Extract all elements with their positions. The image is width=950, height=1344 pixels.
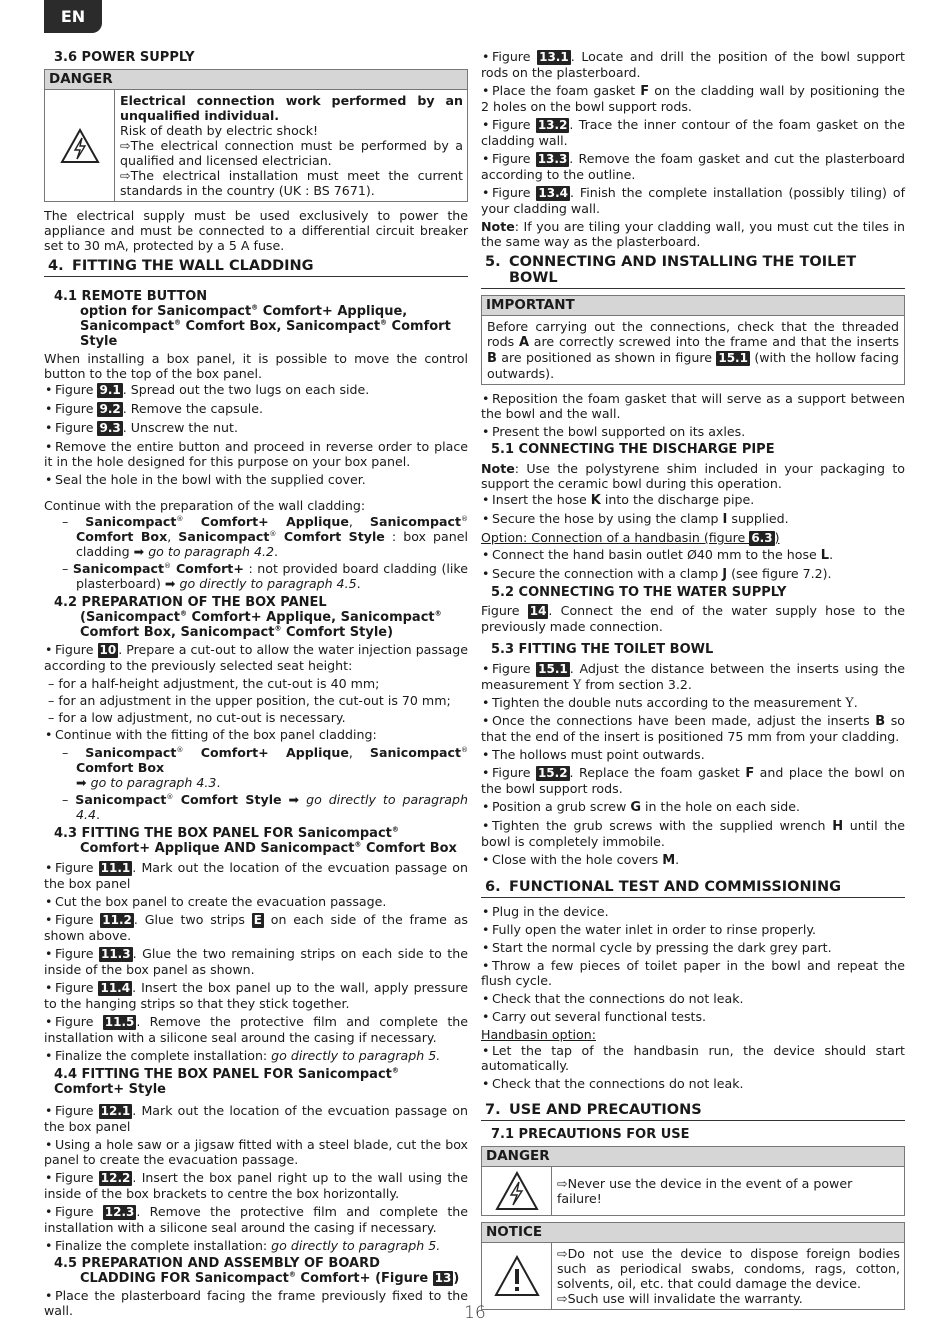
list-item: • Figure 9.3 . Unscrew the nut. xyxy=(45,420,238,435)
list-item: • Figure 15.1 . Adjust the distance between the inserts using the measurement Y from section 3.2. xyxy=(481,661,905,692)
section-4-heading: 4. FITTING THE WALL CLADDING xyxy=(44,255,468,277)
warning-exclamation-icon xyxy=(482,1243,552,1309)
section-4-4-title: 4.4 FITTING THE BOX PANEL FOR Sanicompact® Comfort+ Style xyxy=(54,1066,399,1097)
list-item: • Close with the hole covers M. xyxy=(482,852,680,868)
list-item: – Sanicompact® Comfort+ Applique, Sanicompact® Comfort Box ➡ go to paragraph 4.3. xyxy=(62,745,468,790)
list-item: – for an adjustment in the upper position, the cut-out is 70 mm; xyxy=(48,693,451,708)
list-item: • Place the foam gasket F on the cladding wall by positioning the 2 holes on the bowl support rods. xyxy=(481,83,906,114)
list-item: • Finalize the complete installation: go directly to paragraph 5. xyxy=(45,1238,441,1253)
notice-text-1: Do not use the device to dispose foreign bodies such as periodical swabs, condoms, rags, cotton, solvents, oil, etc. that could damage the device. xyxy=(557,1246,900,1291)
danger-line-1: The electrical connection must be performed by a qualified and licensed electrician. xyxy=(120,138,463,168)
list-item: • Figure 9.1 . Spread out the two lugs on each side. xyxy=(45,382,370,397)
handbasin-option-link: Option: Connection of a handbasin (figure 6.3 ) xyxy=(481,530,780,545)
list-item: • Figure 11.2 . Glue two strips E on each side of the frame as shown above. xyxy=(44,912,468,943)
list-item: • Tighten the double nuts according to the measurement Y. xyxy=(482,695,858,710)
hand-arrow-icon: ⇨ xyxy=(557,1246,568,1261)
notice-box xyxy=(481,1222,905,1310)
list-item: • Once the connections have been made, adjust the inserts B so that the end of the insert is positioned 75 mm from your cladding. xyxy=(481,713,905,744)
list-item: • Insert the hose K into the discharge pipe. xyxy=(482,492,755,508)
list-item: • Figure 12.1 . Mark out the location of the evcuation passage on the box panel xyxy=(44,1103,468,1134)
list-item: • Figure 13.3 . Remove the foam gasket and cut the plasterboard according to the outline. xyxy=(481,151,905,182)
list-item: • Figure 13.4 . Finish the complete installation (possibly tiling) of your cladding wall. xyxy=(481,185,905,216)
list-item: • Secure the connection with a clamp J (see figure 7.2). xyxy=(482,566,832,582)
hand-arrow-icon: ⇨ xyxy=(557,1291,568,1306)
list-item: • Figure 13.2 . Trace the inner contour of the foam gasket on the cladding wall. xyxy=(481,117,905,148)
list-item: • Remove the entire button and proceed in reverse order to place it in the hole designed for this purpose on your box panel. xyxy=(44,439,468,469)
list-item: • Figure 10 . Prepare a cut-out to allow the water injection passage according to the previously selected seat height: xyxy=(44,642,468,673)
danger-bold-text: Electrical connection work performed by an unqualified individual. xyxy=(120,93,463,123)
list-item: • Continue with the fitting of the box panel cladding: xyxy=(45,727,377,742)
danger-line-2: The electrical installation must meet the current standards in the country (UK : BS 7671). xyxy=(120,168,463,198)
electric-hazard-icon xyxy=(45,90,115,201)
danger-box-use xyxy=(481,1146,905,1216)
list-item: • Secure the hose by using the clamp I supplied. xyxy=(482,511,789,527)
list-item: • Cut the box panel to create the evacuation passage. xyxy=(45,894,387,909)
section-5-heading: 5. CONNECTING AND INSTALLING THE TOILET BOWL xyxy=(481,251,905,289)
section-5-3-title: 5.3 FITTING THE TOILET BOWL xyxy=(491,642,714,657)
notice-text-2: Such use will invalidate the warranty. xyxy=(567,1291,803,1306)
left-column xyxy=(44,48,468,1321)
section-4-1-title: 4.1 REMOTE BUTTON option for Sanicompact® Comfort+ Applique, Sanicompact® Comfort Box, Sanicompact® Comfort Style xyxy=(54,289,451,349)
list-item: • Fully open the water inlet in order to rinse properly. xyxy=(482,922,817,937)
list-item: – Sanicompact® Comfort+ Applique, Sanicompact® Comfort Box, Sanicompact® Comfort Style : box panel cladding ➡ go to paragraph 4.2. xyxy=(62,514,468,559)
section-4-2-title: 4.2 PREPARATION OF THE BOX PANEL (Sanicompact® Comfort+ Applique, Sanicompact® Comfort Box, Sanicompact® Comfort Style) xyxy=(54,595,442,640)
list-item: • The hollows must point outwards. xyxy=(482,747,705,762)
arrow-right-icon: ➡ xyxy=(288,792,300,807)
polystyrene-note: Note: Use the polystyrene shim included in your packaging to support the ceramic bowl during this operation. xyxy=(481,461,905,491)
list-item: • Figure 11.3 . Glue the two remaining strips on each side to the inside of the box panel as shown. xyxy=(44,946,468,977)
section-6-heading: 6. FUNCTIONAL TEST AND COMMISSIONING xyxy=(481,876,905,898)
list-item: – Sanicompact® Comfort Style ➡ go directly to paragraph 4.4. xyxy=(62,792,468,822)
list-item: • Check that the connections do not leak. xyxy=(482,1076,744,1091)
important-box-header: IMPORTANT xyxy=(482,296,904,316)
list-item: • Plug in the device. xyxy=(482,904,609,919)
list-item: • Figure 13.1 . Locate and drill the position of the bowl support rods on the plasterboard. xyxy=(481,49,905,80)
list-item: • Figure 9.2 . Remove the capsule. xyxy=(45,401,263,416)
section-7-1-title: 7.1 PRECAUTIONS FOR USE xyxy=(491,1127,690,1142)
list-item: • Start the normal cycle by pressing the dark grey part. xyxy=(482,940,832,955)
list-item: • Connect the hand basin outlet Ø40 mm to the hose L. xyxy=(482,547,834,563)
hand-arrow-icon: ⇨ xyxy=(557,1176,568,1191)
remote-button-paragraph: When installing a box panel, it is possible to move the control button to the top of the box panel. xyxy=(44,351,468,381)
list-item: • Figure 12.3 . Remove the protective film and complete the installation with a silicone seal around the casing if necessary. xyxy=(44,1204,468,1235)
list-item: • Check that the connections do not leak. xyxy=(482,991,744,1006)
arrow-right-icon: ➡ xyxy=(76,775,87,790)
list-item: • Tighten the grub screws with the supplied wrench H until the bowl is completely immobile. xyxy=(481,818,906,849)
section-5-1-title: 5.1 CONNECTING THE DISCHARGE PIPE xyxy=(491,442,775,457)
section-5-2-title: 5.2 CONNECTING TO THE WATER SUPPLY xyxy=(491,585,787,600)
section-4-5-title: 4.5 PREPARATION AND ASSEMBLY OF BOARD CLADDING FOR Sanicompact® Comfort+ (Figure 13 ) xyxy=(54,1256,460,1286)
list-item: • Figure 11.1 . Mark out the location of the evcuation passage on the box panel xyxy=(44,860,468,891)
list-item: • Figure 15.2 . Replace the foam gasket F and place the bowl on the bowl support rods. xyxy=(481,765,905,796)
water-supply-paragraph: Figure 14 . Connect the end of the water supply hose to the previously made connection. xyxy=(481,603,905,634)
list-item: • Throw a few pieces of toilet paper in the bowl and repeat the flush cycle. xyxy=(481,958,905,988)
section-4-3-title: 4.3 FITTING THE BOX PANEL FOR Sanicompact® Comfort+ Applique AND Sanicompact® Comfort Box xyxy=(54,825,457,856)
notice-box-header: NOTICE xyxy=(482,1223,904,1243)
danger-use-text: Never use the device in the event of a power failure! xyxy=(557,1176,853,1206)
danger-box-header: DANGER xyxy=(45,70,467,90)
hand-arrow-icon: ⇨ xyxy=(120,138,131,153)
list-item: • Using a hole saw or a jigsaw fitted with a steel blade, cut the box panel to create the evacuation passage. xyxy=(44,1137,468,1167)
electric-hazard-icon xyxy=(482,1167,552,1215)
section-3-6-title: 3.6 POWER SUPPLY xyxy=(54,50,195,65)
arrow-right-icon: ➡ xyxy=(133,544,145,559)
list-item: • Present the bowl supported on its axles. xyxy=(482,424,746,439)
hand-arrow-icon: ⇨ xyxy=(120,168,131,183)
danger-box-header: DANGER xyxy=(482,1147,904,1167)
language-tab: EN xyxy=(44,0,102,33)
arrow-right-icon: ➡ xyxy=(164,576,176,591)
list-item: • Carry out several functional tests. xyxy=(482,1009,707,1024)
list-item: • Figure 12.2 . Insert the box panel right up to the wall using the inside of the box brackets to centre the box horizontally. xyxy=(44,1170,468,1201)
list-item: • Figure 11.5 . Remove the protective film and complete the installation with a silicone seal around the casing if necessary. xyxy=(44,1014,468,1045)
tiling-note: Note: If you are tiling your cladding wall, you must cut the tiles in the same way as the plasterboard. xyxy=(481,219,905,249)
important-box-text: Before carrying out the connections, check that the threaded rods A are correctly screwed into the frame and that the inserts B are positioned as shown in figure 15.1 (with the hollow facing outwards). xyxy=(487,319,899,381)
right-column xyxy=(481,48,905,1316)
danger-risk-text: Risk of death by electric shock! xyxy=(120,123,319,138)
list-item: • Let the tap of the handbasin run, the device should start automatically. xyxy=(481,1043,905,1073)
danger-box-power xyxy=(44,69,468,202)
list-item: • Position a grub screw G in the hole on each side. xyxy=(482,799,800,815)
handbasin-option-label: Handbasin option: xyxy=(481,1027,596,1042)
list-item: – for a half-height adjustment, the cut-out is 40 mm; xyxy=(48,676,380,691)
section-7-heading: 7. USE AND PRECAUTIONS xyxy=(481,1099,905,1121)
list-item: – Sanicompact® Comfort+ : not provided board cladding (like plasterboard) ➡ go directly to paragraph 4.5. xyxy=(62,561,468,591)
list-item: • Figure 11.4 . Insert the box panel up to the wall, apply pressure to the hanging strips so that they stick together. xyxy=(44,980,468,1011)
list-item: • Place the plasterboard facing the frame previously fixed to the wall. xyxy=(44,1288,468,1318)
continue-paragraph: Continue with the preparation of the wall cladding: xyxy=(44,498,366,513)
power-supply-paragraph: The electrical supply must be used exclusively to power the appliance and must be connected to a differential circuit breaker set to 30 mA, protected by a 5 A fuse. xyxy=(44,208,468,253)
list-item: • Reposition the foam gasket that will serve as a support between the bowl and the wall. xyxy=(481,391,905,421)
list-item: – for a low adjustment, no cut-out is necessary. xyxy=(48,710,346,725)
important-box xyxy=(481,295,905,385)
list-item: • Finalize the complete installation: go directly to paragraph 5. xyxy=(45,1048,441,1063)
page-number: 16 xyxy=(464,1303,486,1323)
list-item: • Seal the hole in the bowl with the supplied cover. xyxy=(45,472,366,487)
